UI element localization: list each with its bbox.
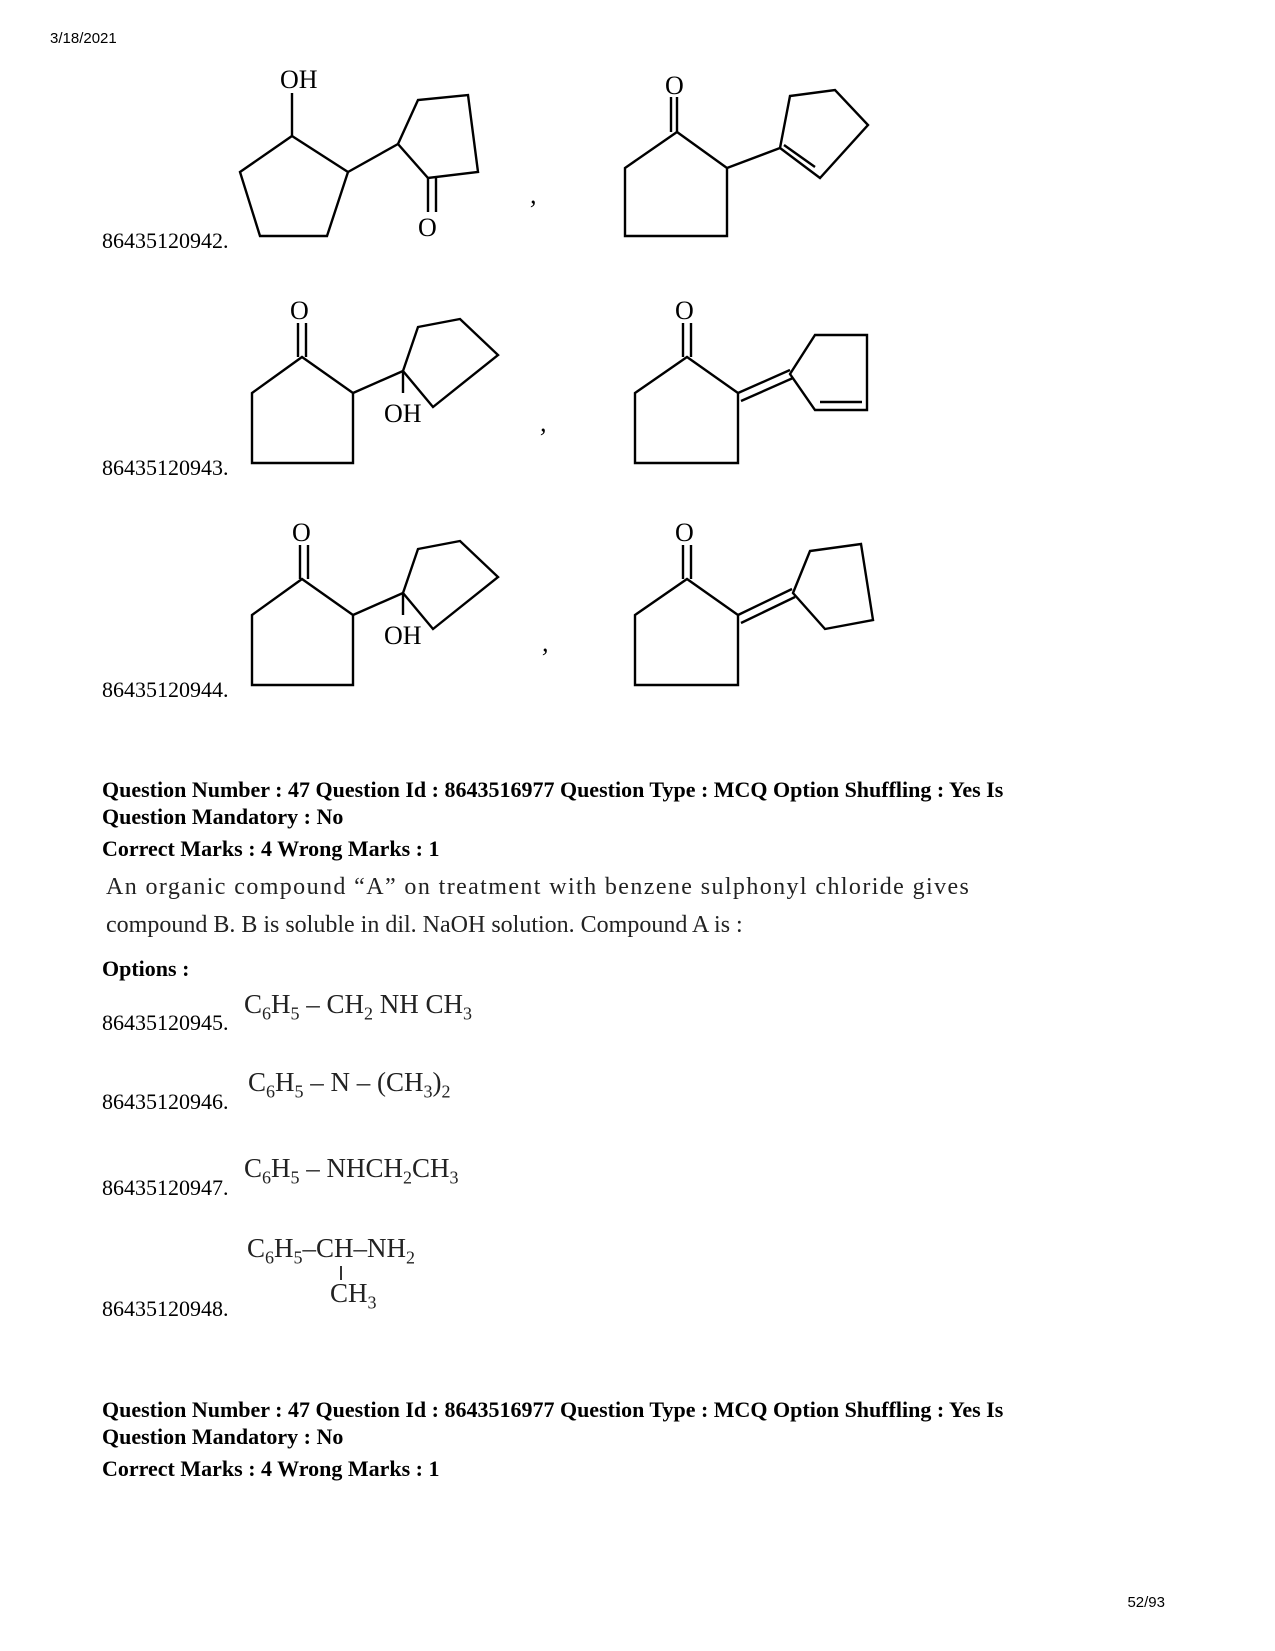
page-number: 52/93 xyxy=(1127,1594,1165,1611)
atom-label: OH xyxy=(280,65,318,94)
atom-label: O xyxy=(665,71,684,100)
structure-cyclopentenylidene-cyclohexanone xyxy=(625,295,885,470)
options-label: Options : xyxy=(102,956,190,981)
option-formula: $C_6H_5$ – $NHCH_2CH_3$ xyxy=(244,1153,459,1188)
option-id: 86435120945. xyxy=(102,1010,229,1035)
question-text xyxy=(106,868,1186,944)
option-id: 86435120947. xyxy=(102,1175,229,1200)
structure-hydroxycyclopentyl-cyclohexanone xyxy=(240,517,510,692)
atom-label: O xyxy=(290,296,309,325)
option-formula: $C_6H_5-CH-NH_2$ xyxy=(247,1233,416,1268)
structure-hydroxycyclopentyl-cyclohexanone xyxy=(240,295,510,470)
question-meta-line: Question Mandatory : No xyxy=(102,1424,344,1449)
separator-comma: , xyxy=(542,628,549,657)
option-formula: $C_6H_5 - CH_2$ NH $CH_3$ xyxy=(244,989,473,1024)
option-id: 86435120944. xyxy=(102,677,229,702)
question-text-line: An organic compound “A” on treatment with benzene sulphonyl chloride gives xyxy=(106,874,971,900)
print-date: 3/18/2021 xyxy=(50,30,117,47)
atom-label: OH xyxy=(384,399,422,428)
option-formula: $C_6H_5$ – N – $(CH_3)_2$ xyxy=(248,1067,451,1102)
option-formula-branch: $CH_3$ xyxy=(330,1278,377,1313)
question-meta-line: Question Number : 47 Question Id : 8643516977 Question Type : MCQ Option Shuffling : Yes Is xyxy=(102,1397,1004,1422)
option-id: 86435120942. xyxy=(102,228,229,253)
atom-label: OH xyxy=(384,621,422,650)
question-marks: Correct Marks : 4 Wrong Marks : 1 xyxy=(102,836,440,861)
atom-label: O xyxy=(675,296,694,325)
option-id: 86435120948. xyxy=(102,1296,229,1321)
question-text-line: compound B. B is soluble in dil. NaOH solution. Compound A is : xyxy=(106,912,743,938)
question-meta xyxy=(102,1396,1182,1450)
question-meta xyxy=(102,776,1182,830)
separator-comma: , xyxy=(530,180,537,209)
option-id: 86435120946. xyxy=(102,1089,229,1114)
atom-label: O xyxy=(292,518,311,547)
structure-cyclopentenyl-cyclohexanone xyxy=(610,70,880,245)
atom-label: O xyxy=(418,213,437,242)
structure-cyclopentylidene-cyclohexanone xyxy=(625,517,885,692)
atom-label: O xyxy=(675,518,694,547)
separator-comma: , xyxy=(540,408,547,437)
question-meta-line: Question Mandatory : No xyxy=(102,804,344,829)
structure-hydroxycyclopentyl-cyclopentanone xyxy=(230,60,490,250)
question-meta-line: Question Number : 47 Question Id : 8643516977 Question Type : MCQ Option Shuffling : Yes Is xyxy=(102,777,1004,802)
question-marks: Correct Marks : 4 Wrong Marks : 1 xyxy=(102,1456,440,1481)
option-id: 86435120943. xyxy=(102,455,229,480)
